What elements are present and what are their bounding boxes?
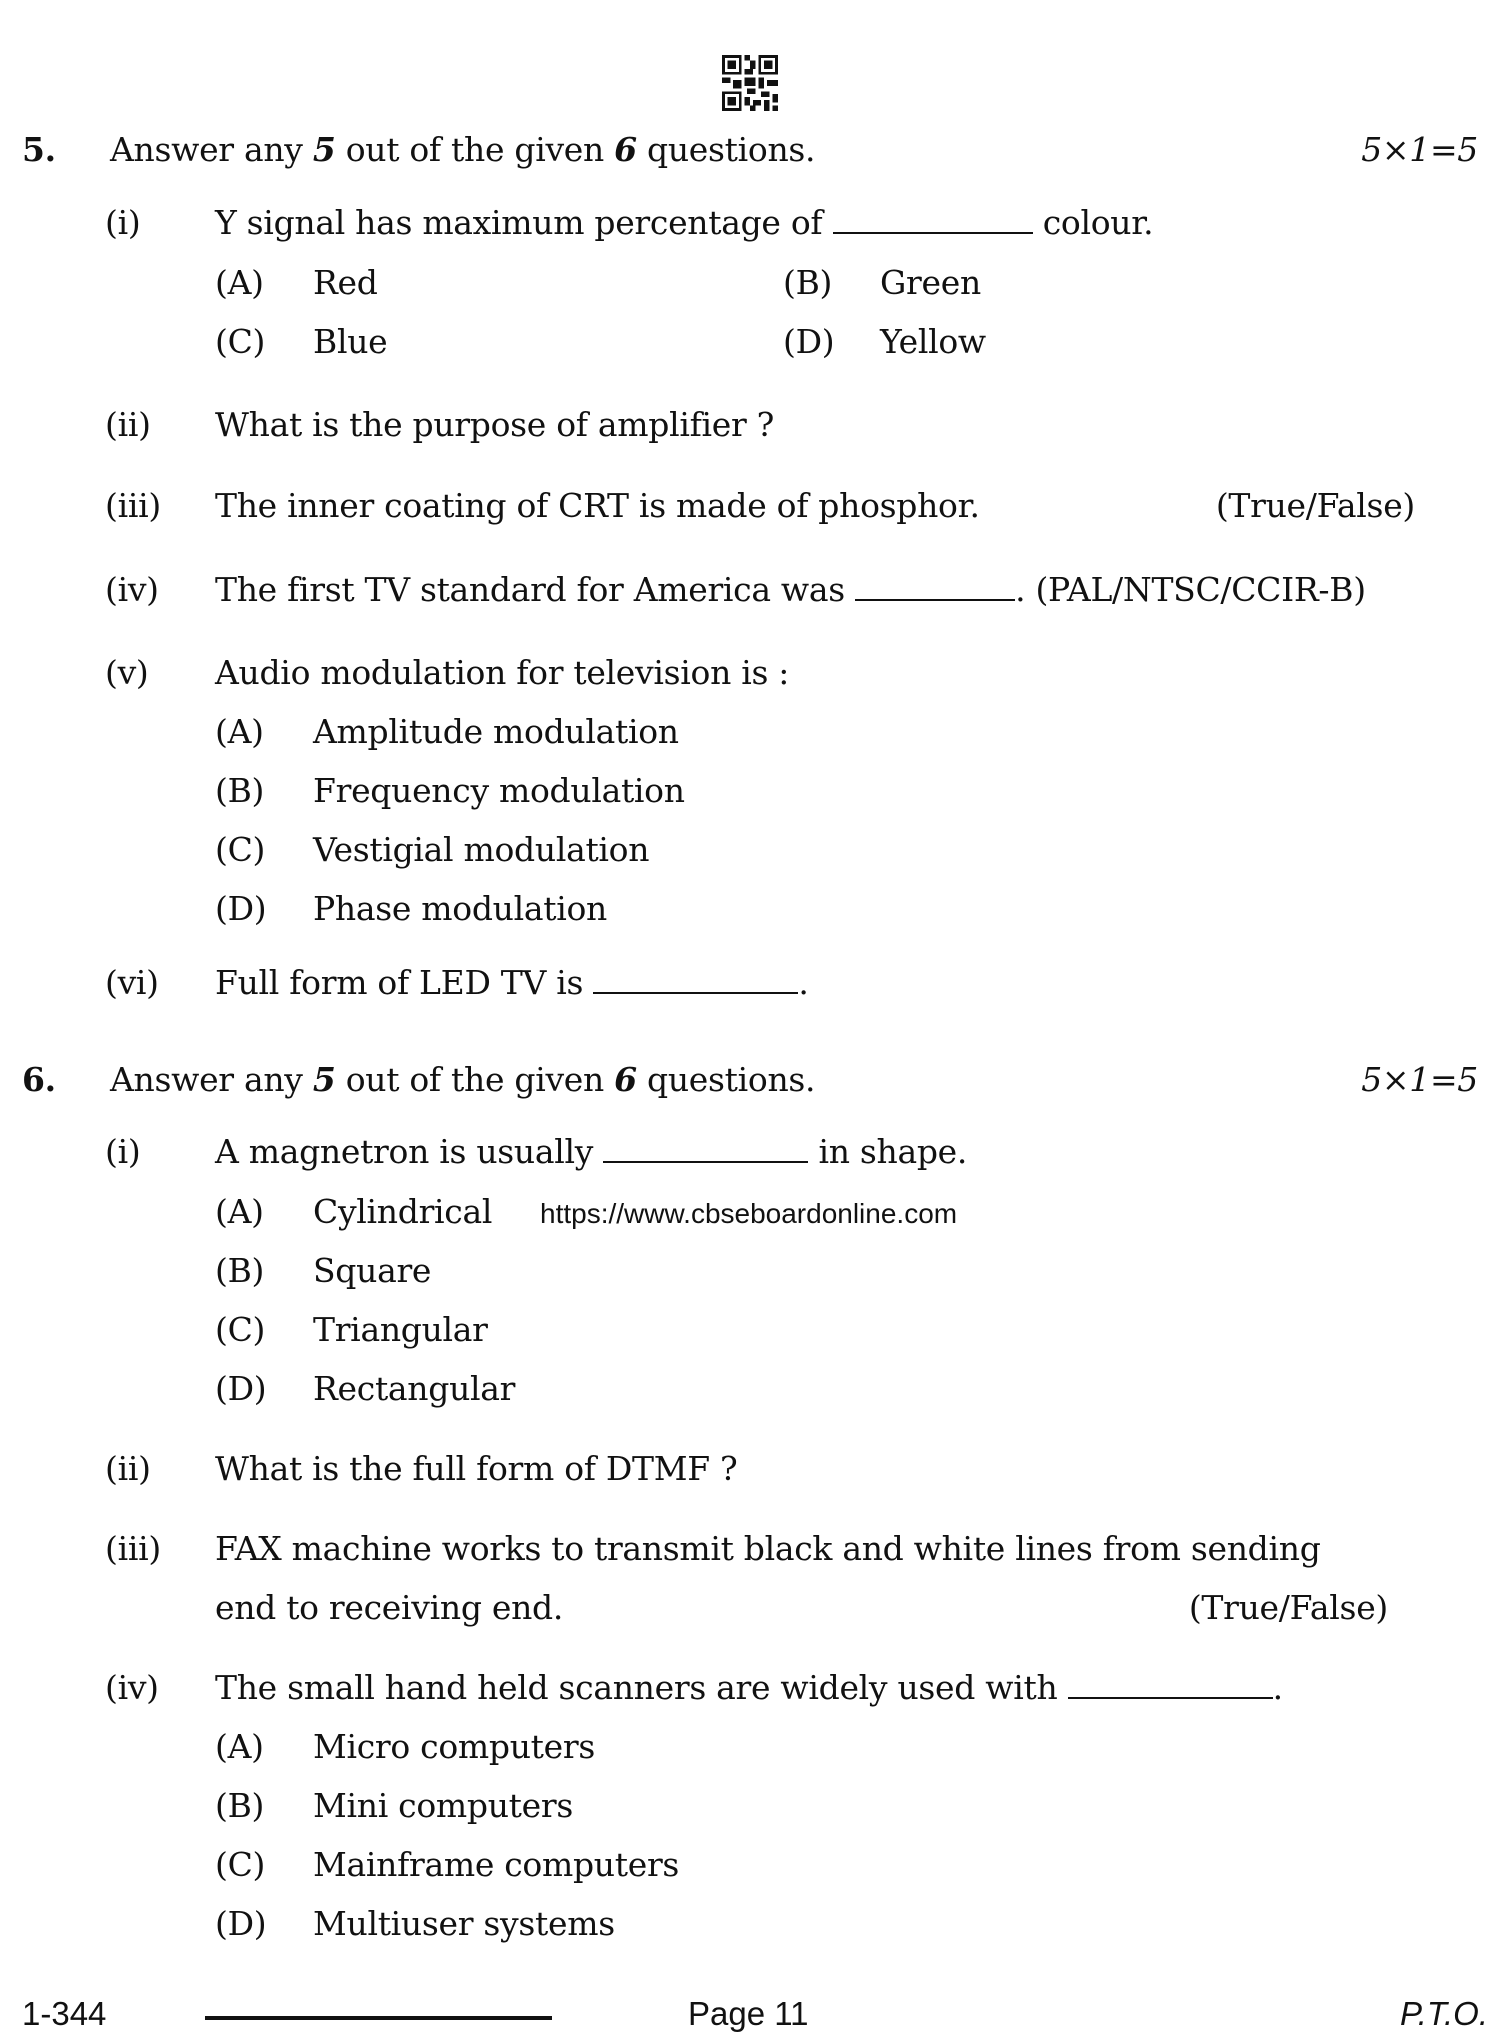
q5-ii-text: What is the purpose of amplifier ?: [215, 405, 775, 444]
instruction-text: out of the given: [335, 1060, 615, 1099]
instruction-count: 5: [312, 130, 336, 169]
option-label: (C): [215, 1310, 266, 1349]
question-text: The small hand held scanners are widely used with: [215, 1668, 1068, 1707]
q6-iii-label: (iii): [105, 1529, 161, 1568]
option-text[interactable]: Mini computers: [313, 1786, 573, 1825]
q5-iii-hint: (True/False): [1215, 486, 1415, 525]
option-label: (B): [783, 263, 833, 302]
instruction-text: out of the given: [335, 130, 615, 169]
q5-vi-label: (vi): [105, 963, 159, 1002]
answer-blank[interactable]: [855, 571, 1015, 601]
watermark-url[interactable]: https://www.cbseboardonline.com: [540, 1198, 958, 1229]
option-label: (A): [215, 1192, 264, 1231]
option-label: (D): [215, 1904, 267, 1943]
question-text: Y signal has maximum percentage of: [215, 203, 833, 242]
option-label: (C): [215, 830, 266, 869]
q6-iii-text-line1: FAX machine works to transmit black and white lines from sending: [215, 1529, 1321, 1568]
option-label: (D): [215, 889, 267, 928]
option-text[interactable]: Micro computers: [313, 1727, 595, 1766]
paper-code: 1-344: [22, 1995, 107, 2032]
question-text: .: [798, 963, 809, 1002]
option-text[interactable]: Blue: [313, 322, 388, 361]
footer-divider: [205, 2016, 552, 2020]
question-text: . (PAL/NTSC/CCIR-B): [1015, 570, 1366, 609]
question-text: A magnetron is usually: [215, 1132, 604, 1171]
question-text: in shape.: [808, 1132, 968, 1171]
q6-iv-text: [215, 1668, 1283, 1708]
question-text: .: [1272, 1668, 1283, 1707]
option-text[interactable]: Green: [880, 263, 981, 302]
question-5-marks: 5×1=5: [1361, 130, 1478, 169]
option-label: (B): [215, 1251, 265, 1290]
question-text: The first TV standard for America was: [215, 570, 856, 609]
q5-iii-label: (iii): [105, 486, 161, 525]
question-6-marks: 5×1=5: [1361, 1060, 1478, 1099]
answer-blank[interactable]: [593, 964, 798, 994]
q5-iii-text: The inner coating of CRT is made of phosphor.: [215, 486, 980, 525]
option-text[interactable]: Phase modulation: [313, 889, 607, 928]
option-text[interactable]: Square: [313, 1251, 432, 1290]
q5-i-label: (i): [105, 203, 141, 242]
q5-i-text: [215, 203, 1153, 243]
q5-ii-label: (ii): [105, 405, 151, 444]
answer-blank[interactable]: [1068, 1669, 1273, 1699]
q5-iv-text: [215, 570, 1366, 610]
question-6-instruction: [110, 1060, 815, 1100]
q5-v-text: Audio modulation for television is :: [215, 653, 790, 692]
option-text[interactable]: Red: [313, 263, 378, 302]
q6-iii-text-line2: end to receiving end.: [215, 1588, 564, 1627]
q6-ii-label: (ii): [105, 1449, 151, 1488]
option-text[interactable]: Rectangular: [313, 1369, 516, 1408]
instruction-total: 6: [614, 1060, 637, 1099]
question-text: colour.: [1032, 203, 1154, 242]
option-label: (B): [215, 1786, 265, 1825]
question-5-instruction: [110, 130, 815, 170]
instruction-text: questions.: [636, 1060, 816, 1099]
option-label: (A): [215, 712, 264, 751]
q6-iii-hint: (True/False): [1188, 1588, 1388, 1627]
q6-iv-label: (iv): [105, 1668, 159, 1707]
option-label: (A): [215, 1727, 264, 1766]
instruction-text: Answer any: [110, 130, 313, 169]
option-label: (B): [215, 771, 265, 810]
option-text[interactable]: Frequency modulation: [313, 771, 685, 810]
option-text[interactable]: Mainframe computers: [313, 1845, 680, 1884]
question-text: Full form of LED TV is: [215, 963, 594, 1002]
option-label: (C): [215, 322, 266, 361]
answer-blank[interactable]: [603, 1133, 808, 1163]
q5-vi-text: [215, 963, 809, 1003]
page-number: Page 11: [688, 1995, 809, 2032]
option-label: (D): [215, 1369, 267, 1408]
instruction-text: questions.: [636, 130, 816, 169]
option-label: (D): [783, 322, 835, 361]
q6-i-text: [215, 1132, 967, 1172]
option-text[interactable]: Amplitude modulation: [313, 712, 679, 751]
option-label: (A): [215, 263, 264, 302]
q5-v-label: (v): [105, 653, 149, 692]
option-text[interactable]: Triangular: [313, 1310, 488, 1349]
q6-i-label: (i): [105, 1132, 141, 1171]
option-text[interactable]: Vestigial modulation: [313, 830, 650, 869]
q6-ii-text: What is the full form of DTMF ?: [215, 1449, 738, 1488]
option-text[interactable]: Yellow: [880, 322, 986, 361]
option-label: (C): [215, 1845, 266, 1884]
pto-label: P.T.O.: [1399, 1995, 1488, 2032]
question-5-number: 5.: [22, 130, 56, 169]
instruction-count: 5: [312, 1060, 336, 1099]
instruction-text: Answer any: [110, 1060, 313, 1099]
answer-blank[interactable]: [833, 204, 1033, 234]
q5-iv-label: (iv): [105, 570, 159, 609]
option-text[interactable]: Multiuser systems: [313, 1904, 615, 1943]
instruction-total: 6: [614, 130, 637, 169]
qr-code-icon: [720, 55, 780, 111]
question-6-number: 6.: [22, 1060, 56, 1099]
option-text[interactable]: Cylindrical: [313, 1192, 493, 1231]
